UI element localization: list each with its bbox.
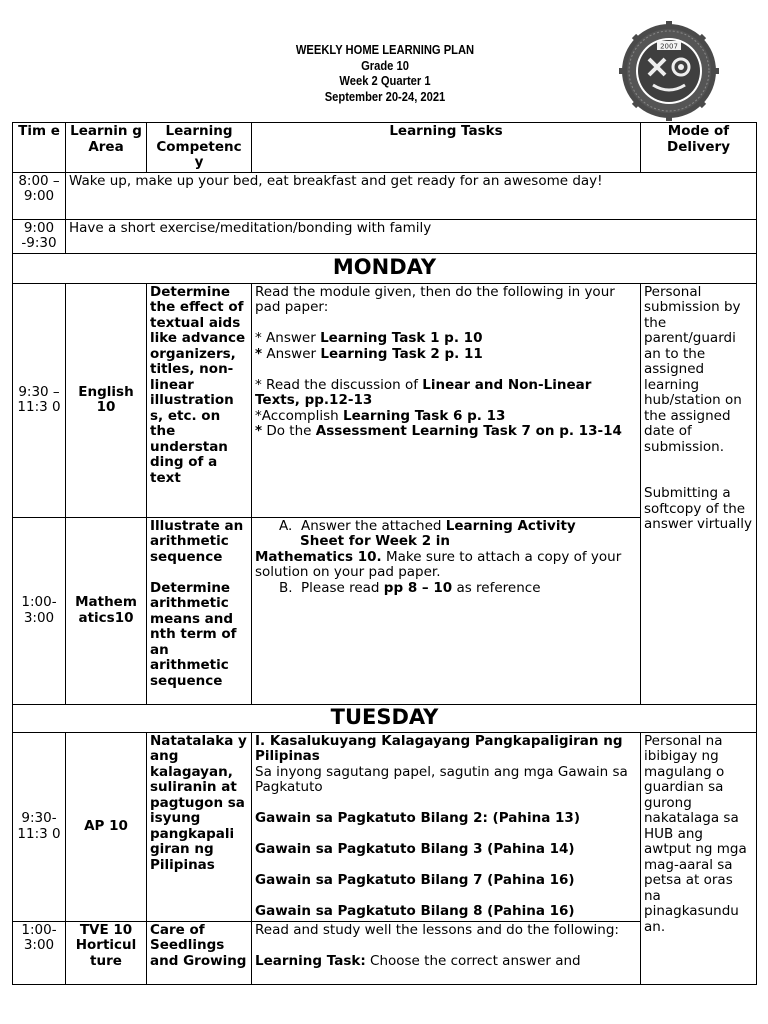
mode-of-delivery-cell [641,283,757,704]
tasks-cell [252,921,641,984]
time-cell: 9:30- 11:3 0 [13,732,66,921]
task-item: A. Answer the attached Learning Activity [279,517,576,534]
tasks-cell [252,517,641,704]
task-item: Gawain sa Pagkatuto Bilang 2: (Pahina 13) [255,810,580,826]
competency-item: Illustrate an arithmetic sequence [150,517,244,565]
day-row-monday [13,253,757,283]
competency-item: Determine arithmetic means and nth term of an arithmetic sequence [150,579,237,689]
task-item: Gawain sa Pagkatuto Bilang 7 (Pahina 16) [255,872,575,888]
task-item: * Do the Assessment Learning Task 7 on p. 13-14 [255,423,622,439]
routine-row [13,172,757,219]
day-heading: MONDAY [13,253,757,283]
week-label: Week 2 Quarter 1 [339,73,431,88]
col-header-time: Tim e [13,123,66,173]
competency-cell: Determine the effect of textual aids like advance organizers, titles, non-linear illustration s, etc. on the understan ding of a text [147,283,252,517]
competency-cell: Natatalaka y ang kalagayan, suliranin at pagtugon sa isyung pangkapali giran ng Pilipinas [147,732,252,921]
col-header-tasks: Learning Tasks [252,123,641,173]
col-header-area: Learnin g Area [66,123,147,173]
tasks-cell [252,283,641,517]
task-intro: Read the module given, then do the following in your pad paper: [255,283,615,315]
task-item: * Answer Learning Task 2 p. 11 [255,345,483,362]
grade-label: Grade 10 [361,57,409,73]
task-item: Learning Task: Choose the correct answer and [255,952,581,969]
routine-time: 8:00 – 9:00 [13,172,66,219]
date-range: September 20-24, 2021 [324,88,446,104]
column-header-row [13,123,757,173]
learning-area-cell: Mathem atics10 [66,517,147,704]
day-row-tuesday [13,704,757,732]
learning-area-cell: English 10 [66,283,147,517]
task-item: * Answer Learning Task 1 p. 10 [255,330,483,346]
routine-text: Have a short exercise/meditation/bonding with family [66,219,757,253]
school-seal-icon [619,21,719,121]
routine-time: 9:00 -9:30 [13,219,66,253]
tasks-cell [252,732,641,921]
subject-row-ap [13,732,757,921]
document-header [240,42,530,104]
time-cell: 1:00- 3:00 [13,517,66,704]
mode-extra-text: Submitting a softcopy of the answer virtually [644,485,752,532]
col-header-mode: Mode of Delivery [641,123,757,173]
competency-cell [147,517,252,704]
task-heading: I. Kasalukuyang Kalagayang Pangkapaligiran ng Pilipinas [255,732,623,764]
task-item: *Accomplish Learning Task 6 p. 13 [255,407,506,424]
task-item: * Read the discussion of Linear and Non-Linear Texts, pp.12-13 [255,376,592,408]
task-item: B. Please read pp 8 – 10 as reference [279,579,541,596]
time-cell: 1:00- 3:00 [13,921,66,984]
routine-text: Wake up, make up your bed, eat breakfast and get ready for an awesome day! [66,172,757,219]
task-item-cont: Mathematics 10. Make sure to attach a copy of your solution on your pad paper. [255,548,622,580]
task-item: Gawain sa Pagkatuto Bilang 8 (Pahina 16) [255,903,575,919]
plan-title: WEEKLY HOME LEARNING PLAN [295,42,475,57]
task-intro: Read and study well the lessons and do the following: [255,921,619,938]
routine-row [13,219,757,253]
mode-text: Personal submission by the parent/guardi an to the assigned learning hub/station on the assigned date of submission. [644,283,742,455]
subject-row-english [13,283,757,517]
competency-cell: Care of Seedlings and Growing [147,921,252,984]
learning-plan-table [12,122,757,985]
time-cell: 9:30 – 11:3 0 [13,283,66,517]
learning-area-cell: TVE 10 Horticul ture [66,921,147,984]
mode-of-delivery-cell: Personal na ibibigay ng magulang o guardian sa gurong nakatalaga sa HUB ang awtput ng mga mag-aaral sa petsa at oras na pinagkasundu an. [641,732,757,984]
task-intro: Sa inyong sagutang papel, sagutin ang mga Gawain sa Pagkatuto [255,763,628,795]
learning-area-cell: AP 10 [66,732,147,921]
day-heading: TUESDAY [13,704,757,732]
task-item: Gawain sa Pagkatuto Bilang 3 (Pahina 14) [255,841,575,857]
seal-year: 2007 [660,42,678,51]
col-header-competency: Learning Competenc y [147,123,252,173]
task-item-cont: Sheet for Week 2 in [300,533,451,549]
